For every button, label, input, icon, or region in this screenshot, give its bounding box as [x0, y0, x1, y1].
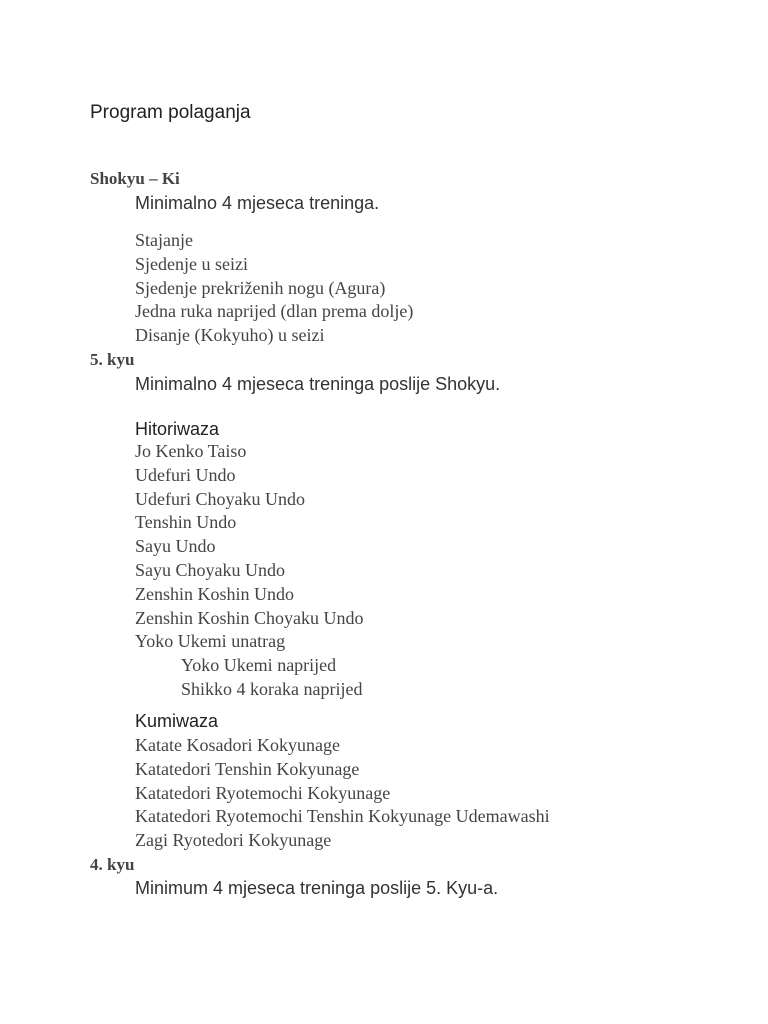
section-heading-shokyu: Shokyu – Ki	[90, 169, 180, 188]
group-title-hitoriwaza: Hitoriwaza	[135, 419, 220, 439]
section-note-4-kyu: Minimum 4 mjeseca treninga poslije 5. Kyu-a.	[135, 878, 499, 898]
group-title-kumiwaza: Kumiwaza	[135, 711, 219, 731]
section-heading-4-kyu: 4. kyu	[90, 855, 135, 874]
section-heading-5-kyu: 5. kyu	[90, 350, 135, 369]
document-title: Program polaganja	[90, 102, 251, 123]
document-page: Program polaganja Shokyu – Ki Minimalno 4 mjeseca treninga. Stajanje Sjedenje u seizi Sjedenje prekriženih nogu (Agura) Jedna ruka naprijed (dlan prema dolje) Disanje (Kokyuho) u seizi 5. kyu Minimalno 4 mjeseca treninga poslije Shokyu. Hitoriwaza Jo Kenko Taiso Udefuri Undo Udefuri Choyaku Undo Tenshin Undo Sayu Undo Sayu Choyaku Undo Zenshin Koshin Undo Zenshin Koshin Choyaku Undo Yoko Ukemi unatrag Yoko Ukemi naprijed Shikko 4 koraka naprijed Kumiwaza Katate Kosadori Kokyunage Katatedori Tenshin Kokyunage Katatedori Ryotemochi Kokyunage Katatedori Ryotemochi Tenshin Kokyunage Udemawashi Zagi Ryotedori Kokyunage 4. kyu Minimum 4 mjeseca treninga poslije 5. Kyu-a.	[90, 102, 550, 898]
section-note-5-kyu: Minimalno 4 mjeseca treninga poslije Shokyu.	[135, 374, 501, 394]
section-note-shokyu: Minimalno 4 mjeseca treninga.	[135, 193, 380, 213]
